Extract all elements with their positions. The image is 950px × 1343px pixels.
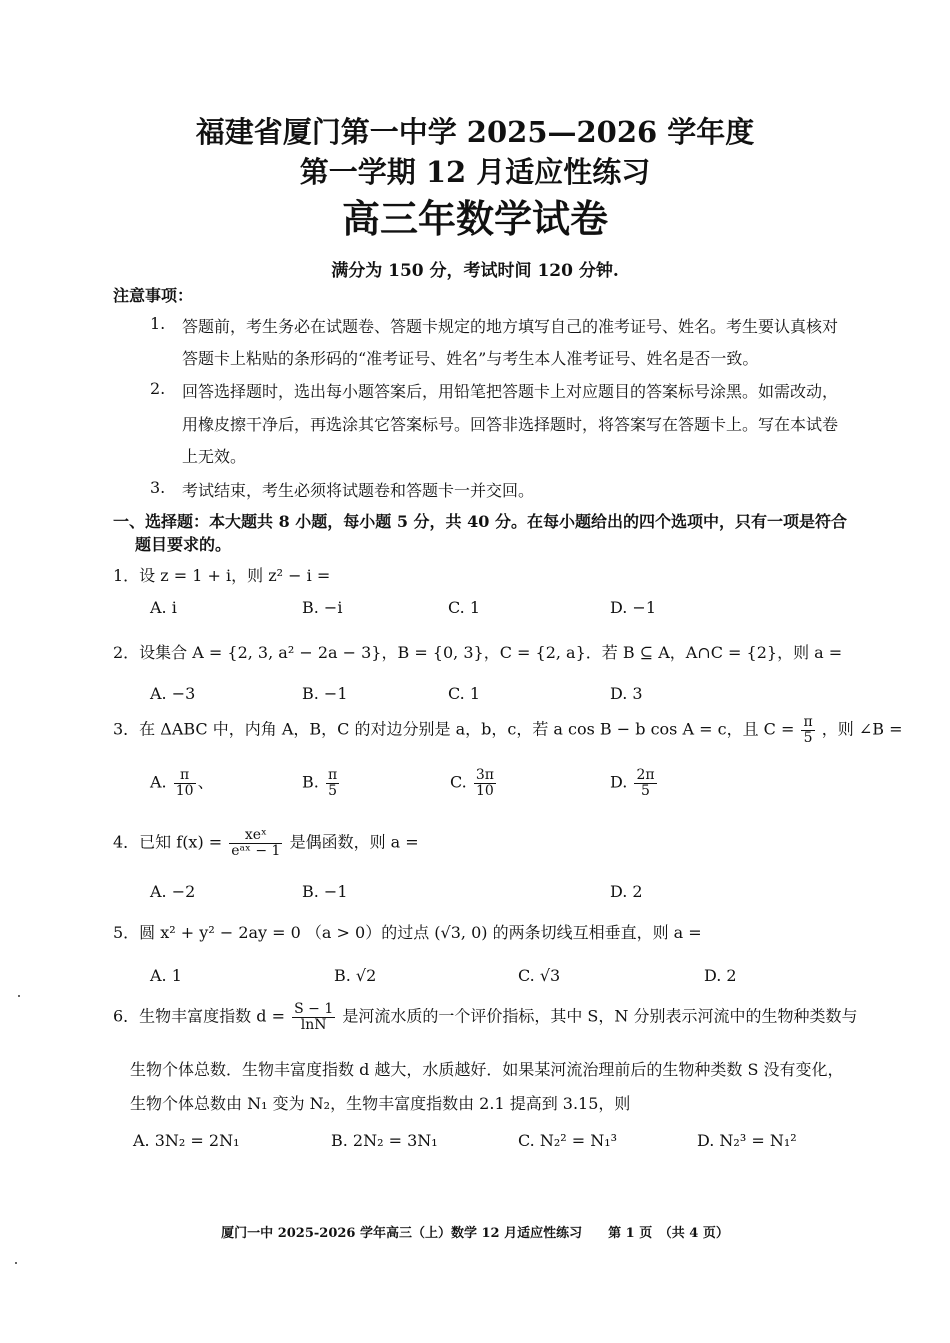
q5-option-b: B. √2 [334, 966, 377, 985]
scan-speck [15, 1262, 17, 1264]
question-4-stem [113, 828, 419, 858]
scan-speck [18, 995, 20, 997]
q4-stem-post: 是偶函数，则 a = [289, 832, 419, 852]
q3-option-a [150, 768, 214, 798]
q6-option-c: C. N₂² = N₁³ [518, 1131, 618, 1150]
q3-option-d-den: 5 [641, 782, 650, 799]
question-6-stem [113, 1002, 857, 1032]
section-1-heading-line-1: 一、选择题：本大题共 8 小题，每小题 5 分，共 40 分。在每小题给出的四个选项中，只有一项是符合 [113, 512, 847, 531]
q3-stem-frac-den: 5 [803, 729, 813, 746]
q6-option-a: A. 3N₂ = 2N₁ [133, 1131, 240, 1150]
note-1-line-2: 答题卡上粘贴的条形码的“准考证号、姓名”与考生本人准考证号、姓名是否一致。 [182, 349, 759, 368]
note-2-number: 2. [150, 379, 166, 398]
q4-stem-fraction [229, 828, 282, 858]
q6-option-d: D. N₂³ = N₁² [697, 1131, 797, 1150]
q3-option-c-label: C. [450, 772, 467, 792]
question-5-stem: 5．圆 x² + y² − 2ay = 0 （a > 0）的过点 (√3, 0) 的两条切线互相垂直，则 a = [113, 923, 702, 942]
note-3-line-1: 考试结束，考生必须将试题卷和答题卡一并交回。 [182, 481, 535, 500]
q6-option-b: B. 2N₂ = 3N₁ [331, 1131, 438, 1150]
q5-option-a: A. 1 [150, 966, 182, 985]
q3-option-b-num: π [327, 767, 338, 783]
q6-stem-fraction [292, 1002, 335, 1032]
q4-stem-frac-num: xeˣ [229, 828, 282, 844]
q3-option-b [302, 768, 341, 798]
q6-stem-pre: 6．生物丰富度指数 d = [113, 1006, 286, 1026]
q3-stem-text: 3．在 ΔABC 中，内角 A，B，C 的对边分别是 a，b，c，若 a cos B − b cos A = c，且 C = [113, 719, 795, 739]
q2-option-c: C. 1 [448, 684, 481, 703]
q3-stem-fraction [801, 715, 814, 745]
q3-option-b-den: 5 [328, 782, 337, 799]
note-2-line-3: 上无效。 [182, 447, 247, 466]
exam-title-term: 第一学期 12 月适应性练习 [299, 155, 651, 189]
q2-option-b: B. −1 [302, 684, 348, 703]
q4-stem-frac-den: eᵃˣ − 1 [231, 842, 281, 859]
q6-stem-frac-num: S − 1 [294, 1001, 334, 1017]
q4-stem-pre: 4．已知 f(x) = [113, 832, 223, 852]
q3-option-c-fraction [474, 768, 496, 798]
q3-option-d-label: D. [610, 772, 628, 792]
page-footer: 厦门一中 2025-2026 学年高三（上）数学 12 月适应性练习 第 1 页 （共 4 页） [221, 1226, 729, 1241]
exam-title-subject: 高三年数学试卷 [341, 196, 608, 241]
q3-option-a-label: A. [150, 772, 167, 792]
q3-option-d-fraction [634, 768, 656, 798]
q3-option-c-den: 10 [476, 782, 494, 799]
q4-option-b: B. −1 [302, 882, 348, 901]
score-time-line: 满分为 150 分，考试时间 120 分钟. [331, 261, 619, 281]
q3-option-b-label: B. [302, 772, 319, 792]
question-1-stem: 1．设 z = 1 + i，则 z² − i = [113, 566, 331, 585]
q6-stem-post: 是河流水质的一个评价指标，其中 S，N 分别表示河流中的生物种类数与 [342, 1006, 858, 1026]
q3-option-b-fraction [326, 768, 339, 798]
question-6-line-3: 生物个体总数由 N₁ 变为 N₂，生物丰富度指数由 2.1 提高到 3.15，则 [130, 1094, 631, 1113]
q4-option-d: D. 2 [610, 882, 643, 901]
question-6-line-2: 生物个体总数．生物丰富度指数 d 越大，水质越好．如果某河流治理前后的生物种类数 S 没有变化， [130, 1060, 844, 1079]
q3-option-a-den: 10 [175, 782, 194, 799]
question-3-stem [113, 715, 903, 745]
note-2-line-1: 回答选择题时，选出每小题答案后，用铅笔把答题卡上对应题目的答案标号涂黑。如需改动， [182, 382, 839, 401]
q3-option-a-num: π [174, 768, 196, 784]
q3-option-a-fraction [174, 768, 196, 798]
q1-option-c: C. 1 [448, 598, 481, 617]
note-1-number: 1. [150, 314, 166, 333]
note-3-number: 3. [150, 478, 166, 497]
q3-stem-tail: ，则 ∠B = [821, 719, 903, 739]
q3-option-d-num: 2π [636, 767, 655, 783]
note-1-line-1: 答题前，考生务必在试题卷、答题卡规定的地方填写自己的准考证号、姓名。考生要认真核对 [182, 317, 839, 336]
q3-option-c-num: 3π [475, 767, 494, 783]
q1-option-b: B. −i [302, 598, 343, 617]
q5-option-c: C. √3 [518, 966, 561, 985]
section-1-heading-line-2: 题目要求的。 [135, 535, 232, 554]
q2-option-d: D. 3 [610, 684, 643, 703]
note-2-line-2: 用橡皮擦干净后，再选涂其它答案标号。回答非选择题时，将答案写在答题卡上。写在本试卷 [182, 415, 839, 434]
exam-title-school: 福建省厦门第一中学 2025—2026 学年度 [195, 115, 755, 149]
q3-option-c [450, 768, 498, 798]
question-2-stem: 2．设集合 A = {2, 3, a² − 2a − 3}，B = {0, 3}，C = {2, a}．若 B ⊆ A，A∩C = {2}，则 a = [113, 643, 843, 662]
q4-option-a: A. −2 [150, 882, 196, 901]
q3-stem-frac-num: π [803, 714, 813, 730]
q5-option-d: D. 2 [704, 966, 737, 985]
q2-option-a: A. −3 [150, 684, 196, 703]
notes-heading: 注意事项： [113, 286, 194, 305]
q3-option-a-mark: 、 [197, 772, 214, 792]
q3-option-d [610, 768, 659, 798]
q1-option-d: D. −1 [610, 598, 657, 617]
q6-stem-frac-den: lnN [300, 1016, 327, 1033]
q1-option-a: A. i [150, 598, 177, 617]
